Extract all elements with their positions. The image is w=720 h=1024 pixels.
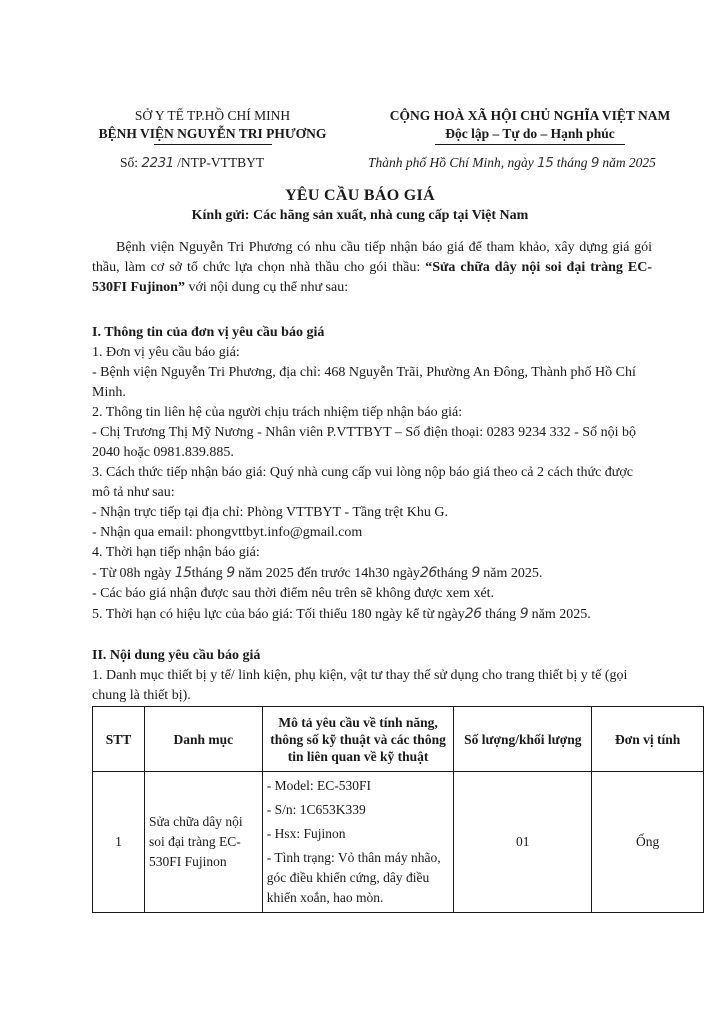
doc-number-handwritten: 2231 [141, 155, 174, 171]
handwritten-month: 9 [519, 606, 529, 622]
list-item: - Chị Trương Thị Mỹ Nương - Nhân viên P.VTTBYT – Số điện thoại: 0283 9234 332 - Số nội bộ 2040 hoặc 0981.839.885. [92, 425, 636, 460]
national-heading [365, 107, 695, 145]
column-header-unit: Đơn vị tính [592, 707, 704, 772]
equipment-table [92, 706, 704, 913]
handwritten-day: 26 [464, 606, 482, 622]
date-day: 15 [537, 155, 554, 171]
divider [435, 144, 625, 145]
handwritten-month: 9 [471, 565, 480, 581]
text-segment: tháng [481, 607, 520, 622]
date-prefix: Thành phố Hồ Chí Minh, ngày [368, 155, 534, 170]
nation-name: CỘNG HOÀ XÃ HỘI CHỦ NGHĨA VIỆT NAM [389, 108, 671, 123]
cell-item: Sửa chữa dây nội soi đại tràng EC-530FI Fujinon [144, 772, 262, 913]
list-item: - Nhận trực tiếp tại địa chỉ: Phòng VTTBYT - Tầng trệt Khu G. [92, 505, 448, 520]
date-line [368, 155, 656, 171]
text-segment: năm 2025. [528, 607, 591, 622]
document-number [120, 155, 264, 171]
spec-line: - S/n: 1C653K339 [266, 802, 366, 817]
hospital-name: BỆNH VIỆN NGUYỄN TRI PHƯƠNG [98, 126, 327, 141]
spec-line: - Hsx: Fujinon [266, 826, 346, 841]
date-month-label: tháng [556, 155, 588, 170]
table-header-row [93, 707, 704, 772]
section-requester-info [92, 323, 652, 625]
national-motto: Độc lập – Tự do – Hạnh phúc [445, 126, 615, 141]
list-item: - Các báo giá nhận được sau thời điểm nêu trên sẽ không được xem xét. [92, 586, 495, 601]
list-item: - Bệnh viện Nguyễn Tri Phương, địa chỉ: 468 Nguyễn Trãi, Phường An Đông, Thành phố Hồ Chí Minh. [92, 365, 636, 400]
text-segment: tháng [191, 566, 227, 581]
date-month: 9 [590, 155, 599, 171]
doc-number-label: Số: [120, 155, 139, 170]
column-header-stt: STT [93, 707, 145, 772]
handwritten-month: 9 [226, 565, 235, 581]
cell-quantity: 01 [454, 772, 592, 913]
column-header-item: Danh mục [144, 707, 262, 772]
cell-unit: Ống [592, 772, 704, 913]
greeting: Kính gửi: Các hãng sản xuất, nhà cung cấp tại Việt Nam [191, 208, 529, 223]
intro-tail: với nội dung cụ thể như sau: [184, 280, 349, 295]
intro-text: Bệnh viện Nguyễn Tri Phương có nhu cầu tiếp nhận báo giá để tham khảo, xây dựng giá gói thầu, làm cơ sở tổ chức lựa chọn nhà thầu cho gói thầu: [92, 240, 652, 275]
package-name: “Sửa chữa dây nội soi đại tràng EC-530FI Fujinon” [92, 260, 652, 295]
list-item [92, 604, 652, 625]
list-item: 1. Danh mục thiết bị y tế/ linh kiện, phụ kiện, vật tư thay thế sử dụng cho trang thiết bị y tế (gọi chung là thiết bị). [92, 668, 628, 703]
doc-number-suffix: /NTP-VTTBYT [177, 155, 265, 170]
document-title: YÊU CẦU BÁO GIÁ [285, 187, 435, 204]
list-item: 1. Đơn vị yêu cầu báo giá: [92, 345, 240, 360]
text-segment: tháng [436, 566, 472, 581]
section-heading: I. Thông tin của đơn vị yêu cầu báo giá [92, 325, 325, 340]
spec-line: - Model: EC-530FI [266, 778, 371, 793]
cell-stt: 1 [93, 772, 145, 913]
text-segment: năm 2025. [479, 566, 543, 581]
list-item [92, 563, 652, 584]
section-heading: II. Nội dung yêu cầu báo giá [92, 648, 261, 663]
column-header-quantity: Số lượng/khối lượng [454, 707, 592, 772]
department-name: SỞ Y TẾ TP.HỒ CHÍ MINH [134, 108, 291, 123]
date-year: năm 2025 [602, 155, 656, 170]
handwritten-day: 15 [174, 565, 192, 581]
text-segment: - Từ 08h ngày [92, 566, 175, 581]
text-segment: 5. Thời hạn có hiệu lực của báo giá: Tối thiểu 180 ngày kể từ ngày [92, 607, 465, 622]
list-item: 2. Thông tin liên hệ của người chịu trách nhiệm tiếp nhận báo giá: [92, 405, 463, 420]
handwritten-day: 26 [419, 565, 437, 581]
spec-line: - Tình trạng: Vỏ thân máy nhão, góc điều khiển cứng, dây điều khiển xoắn, hao mòn. [266, 850, 441, 905]
divider [154, 144, 272, 145]
list-item: 3. Cách thức tiếp nhận báo giá: Quý nhà cung cấp vui lòng nộp báo giá theo cả 2 cách thức được mô tả như sau: [92, 465, 634, 500]
list-item: 4. Thời hạn tiếp nhận báo giá: [92, 545, 260, 560]
column-header-description: Mô tả yêu cầu về tính năng, thông số kỹ thuật và các thông tin liên quan về kỹ thuật [262, 707, 454, 772]
intro-paragraph [92, 238, 652, 298]
text-segment: năm 2025 đến trước 14h30 ngày [234, 566, 420, 581]
issuing-organization [70, 107, 355, 145]
table-row [93, 772, 704, 913]
cell-description [262, 772, 454, 913]
section-quote-content [92, 646, 652, 706]
list-item: - Nhận qua email: phongvttbyt.info@gmail.com [92, 525, 363, 540]
